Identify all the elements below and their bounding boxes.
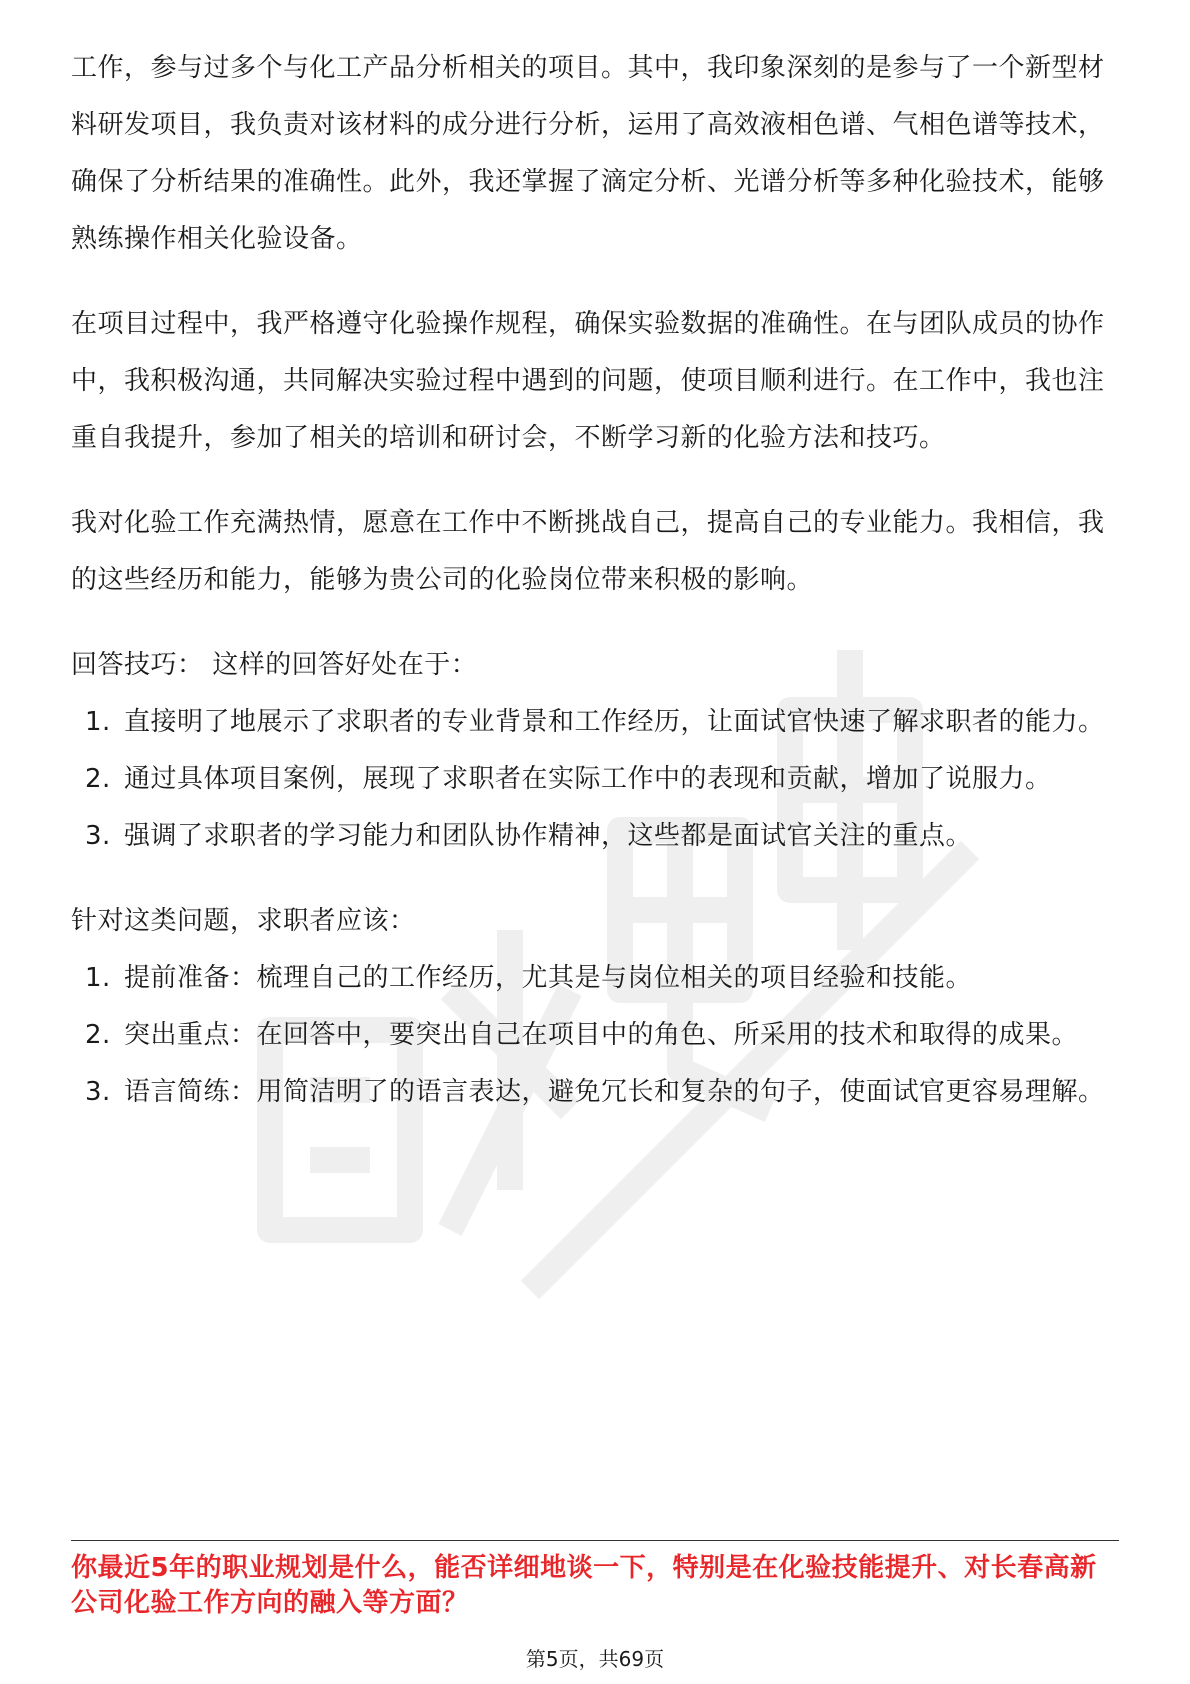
tips-heading: 回答技巧： 这样的回答好处在于： xyxy=(71,650,478,680)
page-number: 第5页，共69页 xyxy=(525,1647,665,1671)
paragraph-enthusiasm: 我对化验工作充满热情，愿意在工作中不断挑战自己，提高自己的专业能力。我相信，我的这些经历和能力，能够为贵公司的化验岗位带来积极的影响。 xyxy=(71,508,1105,595)
list-item xyxy=(71,1007,1119,1064)
tips-list xyxy=(71,694,1119,865)
list-item-text: 强调了求职者的学习能力和团队协作精神，这些都是面试官关注的重点。 xyxy=(124,821,973,851)
list-number: 2. xyxy=(85,764,111,794)
list-item xyxy=(71,751,1119,808)
list-number: 3. xyxy=(85,821,111,851)
paragraph-project-process: 在项目过程中，我严格遵守化验操作规程，确保实验数据的准确性。在与团队成员的协作中，我积极沟通，共同解决实验过程中遇到的问题，使项目顺利进行。在工作中，我也注重自我提升，参加了相关的培训和研讨会，不断学习新的化验方法和技巧。 xyxy=(71,309,1105,453)
list-item-text: 语言简练：用简洁明了的语言表达，避免冗长和复杂的句子，使面试官更容易理解。 xyxy=(124,1077,1105,1107)
list-item xyxy=(71,694,1119,751)
paragraph-experience: 工作，参与过多个与化工产品分析相关的项目。其中，我印象深刻的是参与了一个新型材料研发项目，我负责对该材料的成分进行分析，运用了高效液相色谱、气相色谱等技术，确保了分析结果的准确性。此外，我还掌握了滴定分析、光谱分析等多种化验技术，能够熟练操作相关化验设备。 xyxy=(71,53,1105,254)
list-number: 1. xyxy=(85,707,111,737)
list-item-text: 提前准备：梳理自己的工作经历，尤其是与岗位相关的项目经验和技能。 xyxy=(124,963,973,993)
list-item xyxy=(71,1064,1119,1121)
next-question-heading: 你最近5年的职业规划是什么，能否详细地谈一下，特别是在化验技能提升、对长春高新公司化验工作方向的融入等方面？ xyxy=(71,1553,1097,1618)
list-item xyxy=(71,808,1119,865)
list-item-text: 直接明了地展示了求职者的专业背景和工作经历，让面试官快速了解求职者的能力。 xyxy=(124,707,1105,737)
list-item-text: 通过具体项目案例，展现了求职者在实际工作中的表现和贡献，增加了说服力。 xyxy=(124,764,1052,794)
advice-heading: 针对这类问题，求职者应该： xyxy=(71,906,416,936)
list-item-text: 突出重点：在回答中，要突出自己在项目中的角色、所采用的技术和取得的成果。 xyxy=(124,1020,1079,1050)
list-number: 1. xyxy=(85,963,111,993)
list-number: 3. xyxy=(85,1077,111,1107)
list-item xyxy=(71,950,1119,1007)
main-content xyxy=(71,40,1119,1121)
list-number: 2. xyxy=(85,1020,111,1050)
section-divider xyxy=(71,1540,1119,1541)
advice-list xyxy=(71,950,1119,1121)
